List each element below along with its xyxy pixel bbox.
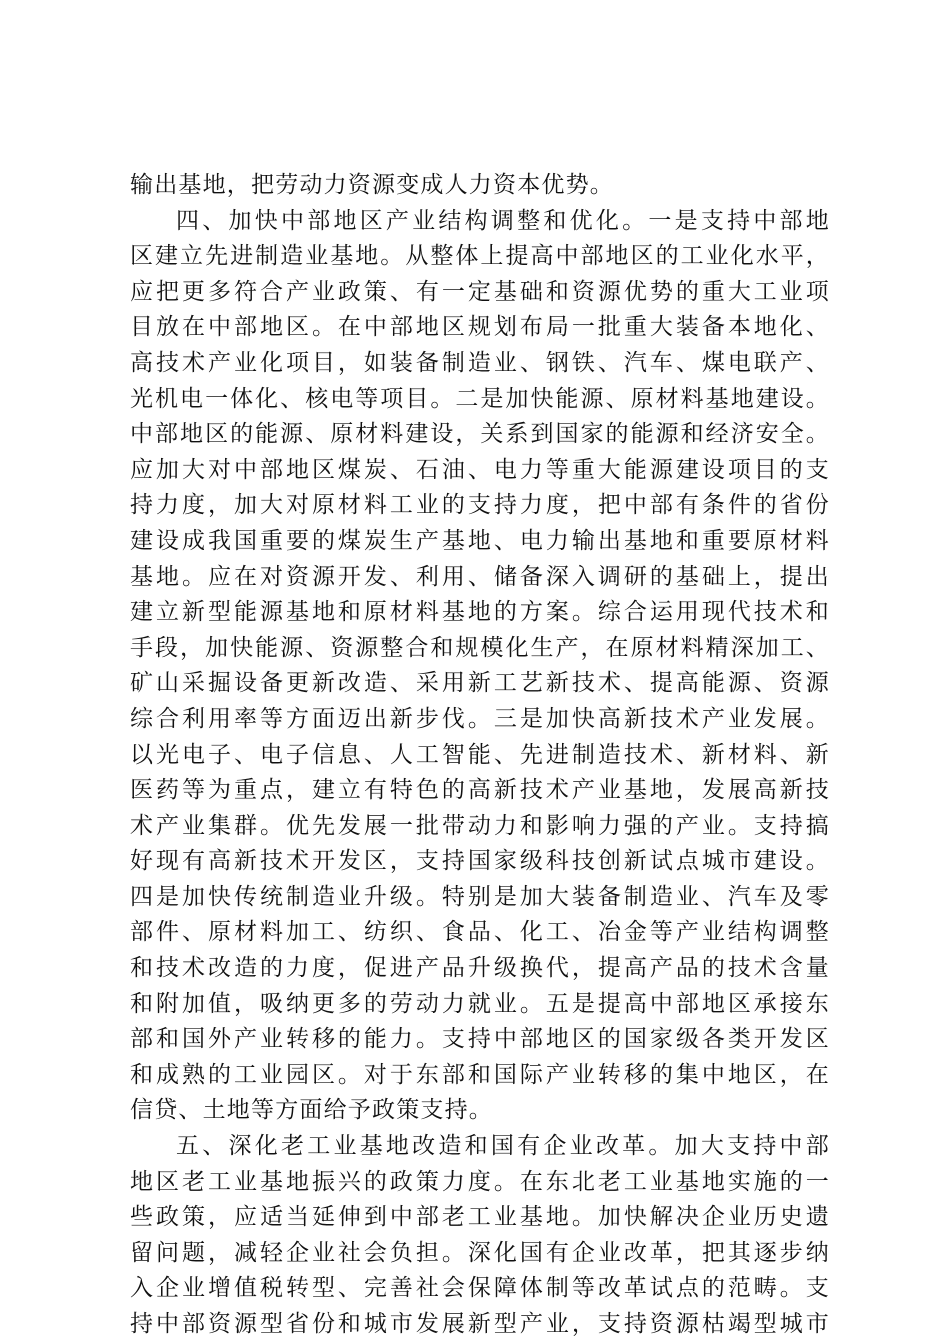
text-line: 输出基地，把劳动力资源变成人力资本优势。: [130, 172, 614, 198]
text-line: 区建立先进制造业基地。从整体上提高中部地区的工业化水平，: [130, 243, 830, 270]
text-line: 入企业增值税转型、完善社会保障体制等改革试点的范畴。支: [130, 1275, 830, 1302]
text-line: 和技术改造的力度，促进产品升级换代，提高产品的技术含量: [130, 955, 830, 982]
text-line: 矿山采掘设备更新改造、采用新工艺新技术、提高能源、资源: [130, 670, 830, 697]
text-line: 应把更多符合产业政策、有一定基础和资源优势的重大工业项: [130, 278, 830, 305]
text-line: 建设成我国重要的煤炭生产基地、电力输出基地和重要原材料: [130, 527, 830, 554]
text-line: 部件、原材料加工、纺织、食品、化工、冶金等产业结构调整: [130, 919, 830, 946]
text-line: 应加大对中部地区煤炭、石油、电力等重大能源建设项目的支: [130, 456, 830, 483]
text-line: 留问题，减轻企业社会负担。深化国有企业改革，把其逐步纳: [130, 1239, 830, 1266]
text-line: 持中部资源型省份和城市发展新型产业，支持资源枯竭型城市: [130, 1311, 830, 1337]
text-line: 地区老工业基地振兴的政策力度。在东北老工业基地实施的一: [130, 1168, 830, 1195]
paragraph-start-line: 四、加快中部地区产业结构调整和优化。一是支持中部地: [176, 207, 830, 234]
text-line: 建立新型能源基地和原材料基地的方案。综合运用现代技术和: [130, 599, 830, 626]
text-line: 中部地区的能源、原材料建设，关系到国家的能源和经济安全。: [130, 421, 830, 448]
text-line: 部和国外产业转移的能力。支持中部地区的国家级各类开发区: [130, 1026, 830, 1053]
text-line: 光机电一体化、核电等项目。二是加快能源、原材料基地建设。: [130, 385, 830, 412]
text-line: 基地。应在对资源开发、利用、储备深入调研的基础上，提出: [130, 563, 830, 590]
text-line: 手段，加快能源、资源整合和规模化生产，在原材料精深加工、: [130, 634, 830, 661]
body-text: [130, 168, 830, 1343]
text-line: 和成熟的工业园区。对于东部和国际产业转移的集中地区，在: [130, 1061, 830, 1088]
text-line: 术产业集群。优先发展一批带动力和影响力强的产业。支持搞: [130, 812, 830, 839]
text-line: 和附加值，吸纳更多的劳动力就业。五是提高中部地区承接东: [130, 990, 830, 1017]
text-line: 医药等为重点，建立有特色的高新技术产业基地，发展高新技: [130, 777, 830, 804]
text-line: 些政策，应适当延伸到中部老工业基地。加快解决企业历史遗: [130, 1204, 830, 1231]
text-line: 目放在中部地区。在中部地区规划布局一批重大装备本地化、: [130, 314, 830, 341]
text-line: 四是加快传统制造业升级。特别是加大装备制造业、汽车及零: [130, 883, 830, 910]
text-line: 好现有高新技术开发区，支持国家级科技创新试点城市建设。: [130, 848, 830, 875]
text-line: 高技术产业化项目，如装备制造业、钢铁、汽车、煤电联产、: [130, 349, 830, 376]
paragraph-start-line: 五、深化老工业基地改造和国有企业改革。加大支持中部: [176, 1133, 830, 1160]
text-line: 以光电子、电子信息、人工智能、先进制造技术、新材料、新: [130, 741, 830, 768]
text-line: 持力度，加大对原材料工业的支持力度，把中部有条件的省份: [130, 492, 830, 519]
text-line: 综合利用率等方面迈出新步伐。三是加快高新技术产业发展。: [130, 705, 830, 732]
paragraph-end-line: 信贷、土地等方面给予政策支持。: [130, 1097, 493, 1124]
